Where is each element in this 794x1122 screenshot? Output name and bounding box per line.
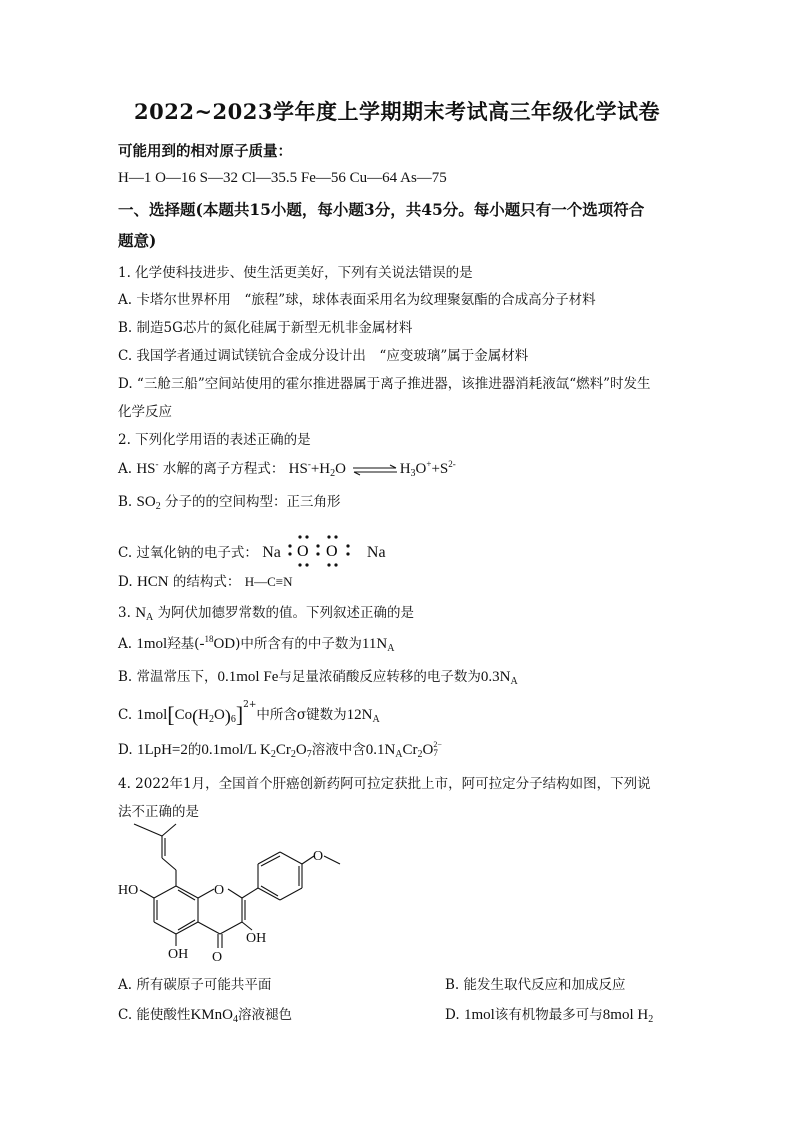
q3-option-c: C. $1mol[Co(H_2O)_6]^{2+}$中所含σ键数为$12N_A$ [118,700,380,727]
masses-label: 可能用到的相对原子质量： [118,143,292,160]
q4-option-b: B. 能发生取代反应和加成反应 [445,977,626,993]
q4-stem-line1: 4. 2022年1月，全国首个肝癌创新药阿可拉定获批上市，阿可拉定分子结构如图，下列说 [118,776,651,792]
svg-text:O: O [313,849,324,864]
section-heading-line1: 一、选择题(本题共15小题，每小题3分，共45分。每小题只有一个选项符合 [118,200,645,219]
svg-text:OH: OH [168,947,189,962]
q4-stem-line2: 法不正确的是 [118,804,199,820]
section-heading-line2: 题意) [118,231,157,250]
svg-text:HO: HO [118,883,139,898]
electron-formula: Na O O Na [262,544,385,561]
q1-option-b: B. 制造5G芯片的氮化硅属于新型无机非金属材料 [118,320,413,336]
atomic-masses: H—1 O—16 S—32 Cl—35.5 Fe—56 Cu—64 As—75 [118,170,447,186]
q3-stem: 3. $N_A$ 为阿伏加德罗常数的值。下列叙述正确的是 [118,605,415,623]
q4-option-d: D. 1mol该有机物最多可与8mol $H_2$ [445,1007,654,1025]
svg-text:O: O [325,543,338,560]
svg-text:OH: OH [246,931,267,946]
q1-option-a: A. 卡塔尔世界杯用 “旅程”球，球体表面采用名为纹理聚氨酯的合成高分子材料 [118,292,596,308]
q2-option-c: C. 过氧化钠的电子式： Na O O Na [118,533,386,569]
q2-stem: 2. 下列化学用语的表述正确的是 [118,432,311,448]
svg-text:O: O [212,950,223,965]
page-title: 2022~2023学年度上学期期末考试高三年级化学试卷 [134,99,660,124]
svg-text:O: O [296,543,309,560]
q1-option-d-line1: D. “三舱三船”空间站使用的霍尔推进器属于离子推进器，该推进器消耗液氙“燃料”时发生 [118,376,651,392]
q4-option-c: C. 能使酸性KMnO$_4$溶液褪色 [118,1007,292,1025]
q4-option-a: A. 所有碳原子可能共平面 [118,977,272,993]
q2-option-b: B. $SO_2$ 分子的的空间构型：正三角形 [118,494,341,512]
q2-option-a: A. HS- 水解的离子方程式： $HS^-+H_2O$ $H_3O^++S^{2-}$ [118,459,456,479]
q2-option-d: D. HCN 的结构式： H—C≡N [118,574,293,590]
equilibrium-arrow-icon [352,464,398,476]
acritinib-structure-diagram [110,818,350,968]
q3-option-b: B. 常温常压下，0.1mol Fe与足量浓硝酸反应转移的电子数为$0.3N_A$ [118,669,518,687]
q1-option-c: C. 我国学者通过调试镁钪合金成分设计出 “应变玻璃”属于金属材料 [118,348,529,364]
q3-option-d: D. 1LpH=2的0.1mol/L $K_2Cr_2O_7$溶液中含$0.1N_ACr_2O$ 2− 7 [118,740,442,760]
svg-text:O: O [214,883,225,898]
q1-option-d-line2: 化学反应 [118,404,172,420]
q3-option-a: A. 1mol羟基(-$^{18}$OD)中所含有的中子数为$11N_A$ [118,634,395,654]
q1-stem: 1. 化学使科技进步、使生活更美好，下列有关说法错误的是 [118,265,473,281]
electron-dots-icon [285,533,363,569]
